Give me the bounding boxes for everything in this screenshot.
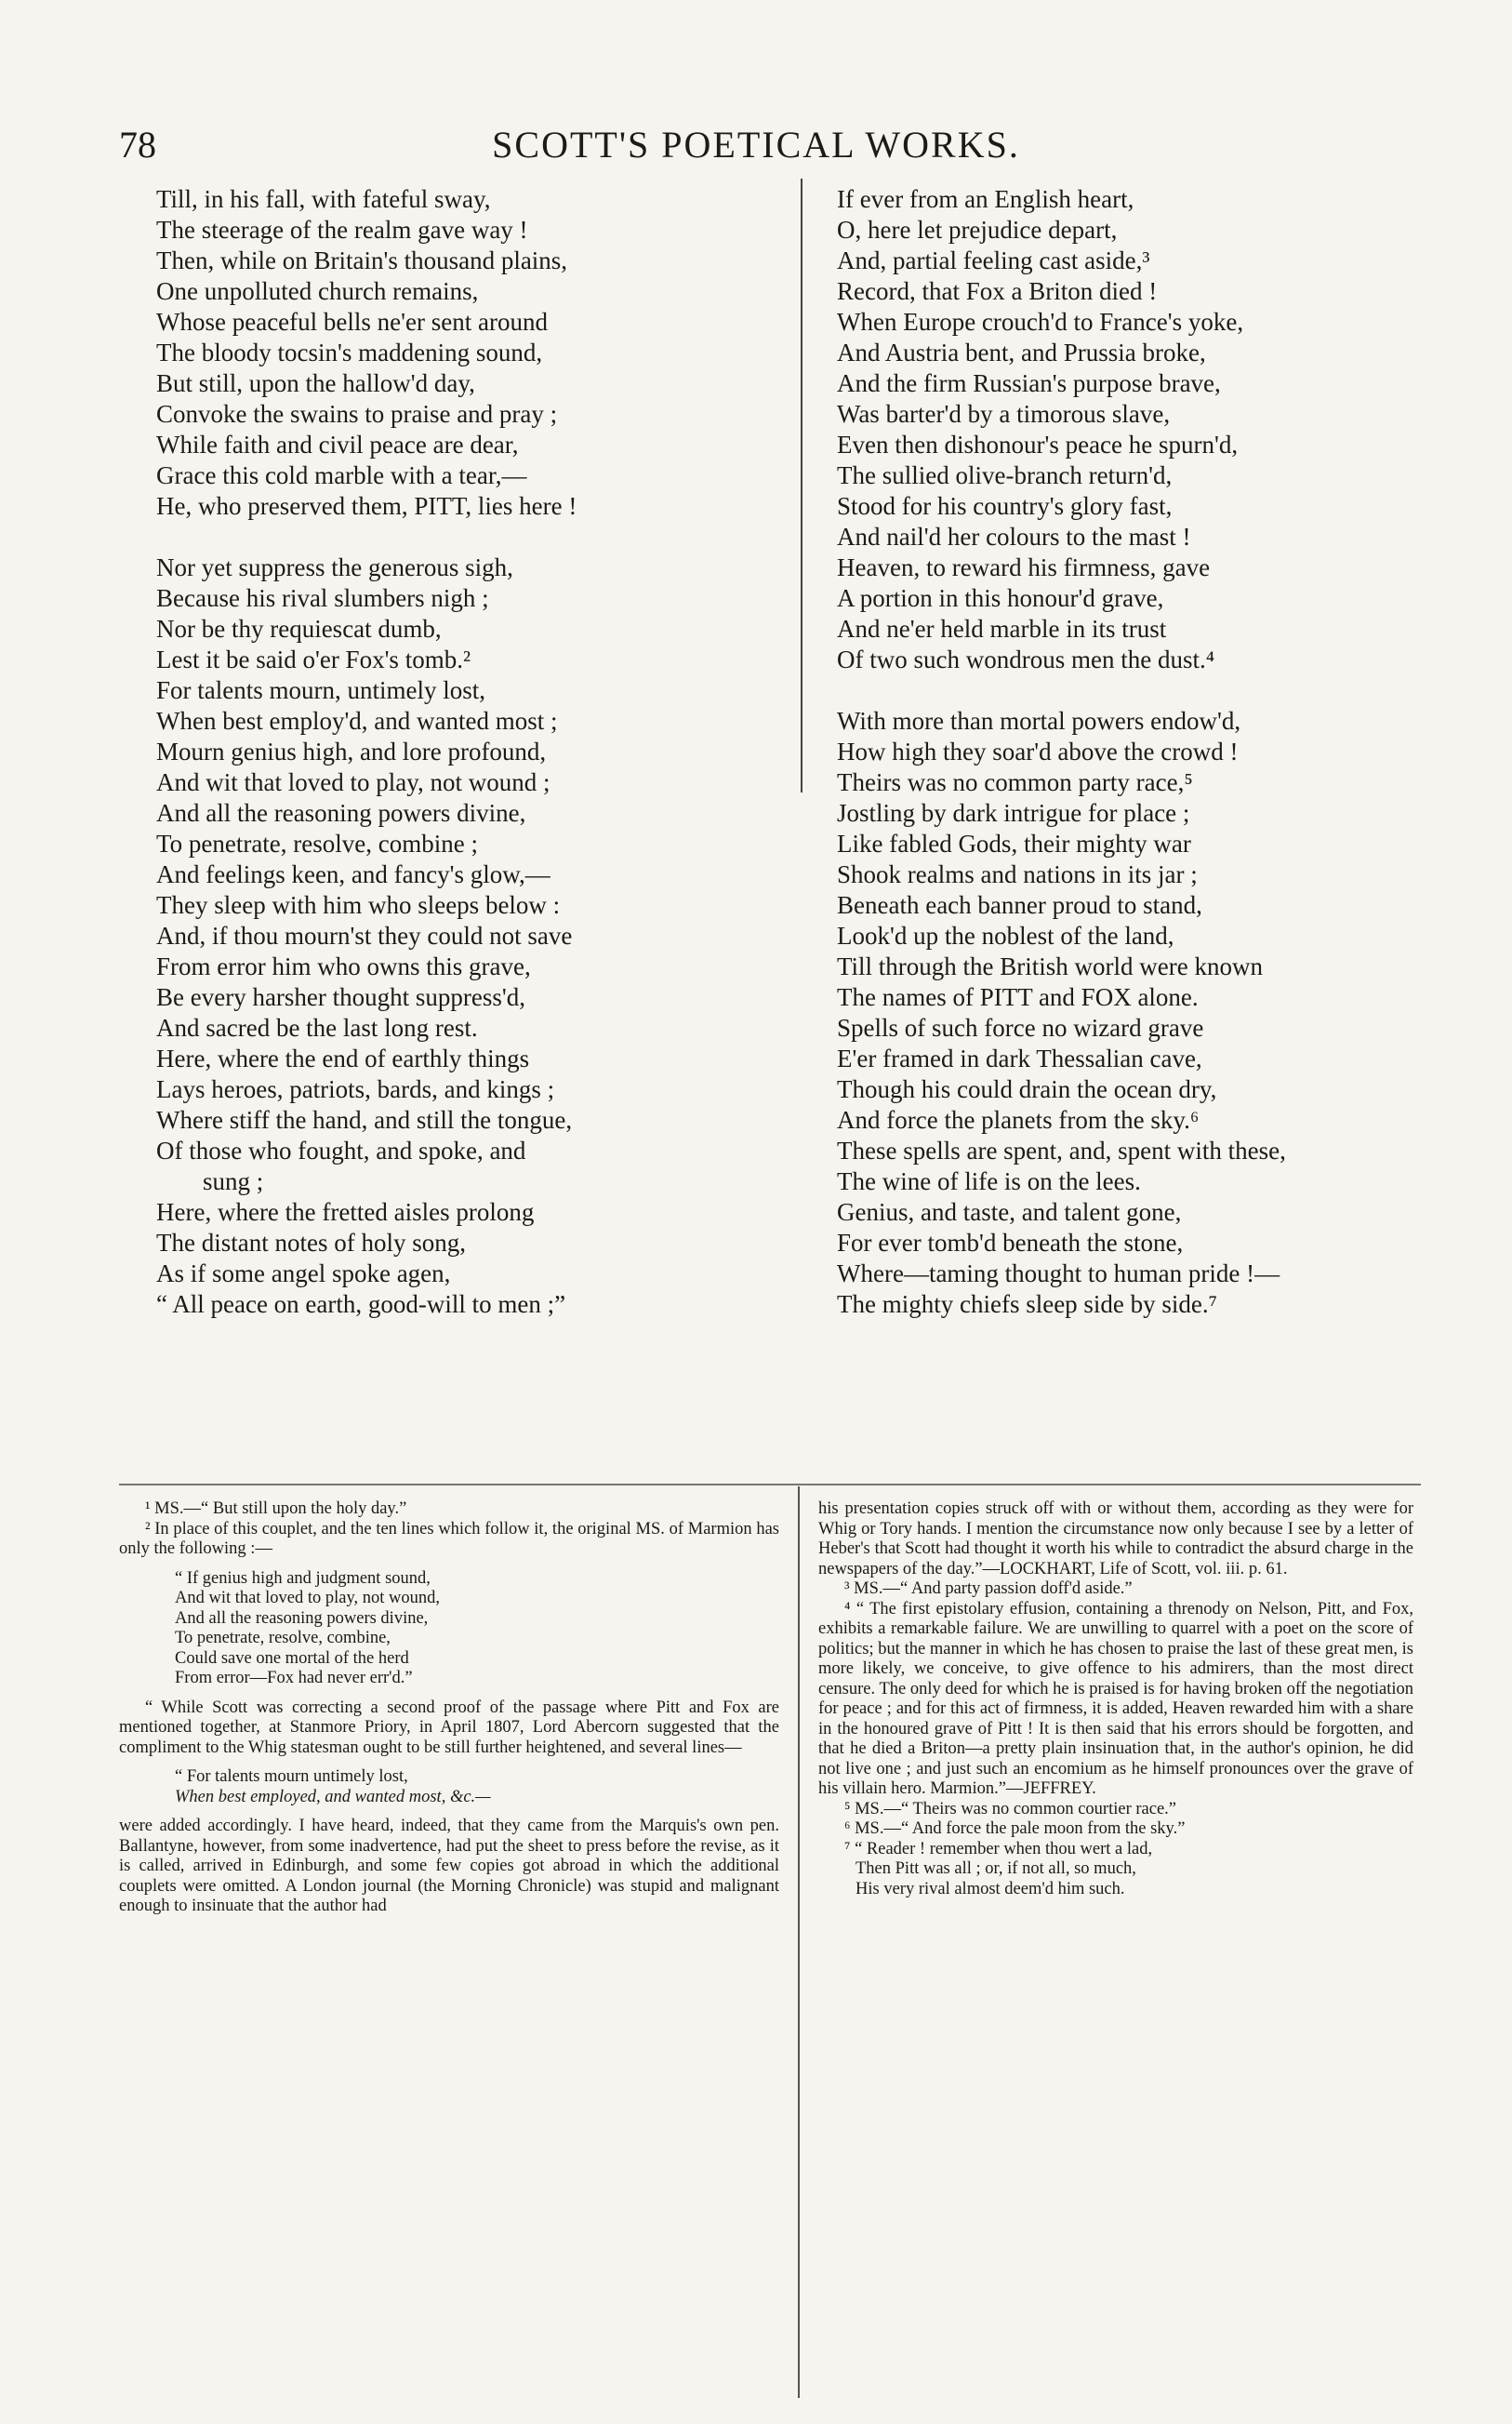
verse-line: And feelings keen, and fancy's glow,—	[156, 860, 550, 888]
footnote-7-line: Then Pitt was all ; or, if not all, so much,	[855, 1859, 1136, 1878]
verse-line: Then, while on Britain's thousand plains,	[156, 246, 568, 274]
footnote-6: ⁶ MS.—“ And force the pale moon from the sky.”	[844, 1819, 1186, 1838]
verse-line: And, partial feeling cast aside,³	[837, 246, 1150, 274]
quote-line: From error—Fox had never err'd.”	[175, 1669, 413, 1687]
verse-line: Of two such wondrous men the dust.⁴	[837, 646, 1215, 673]
stanza	[156, 184, 798, 522]
verse-line: With more than mortal powers endow'd,	[837, 707, 1241, 735]
verse-line: And sacred be the last long rest.	[156, 1014, 478, 1042]
verse-line: Record, that Fox a Briton died !	[837, 277, 1158, 305]
stanza	[156, 553, 798, 1320]
verse-line: Lest it be said o'er Fox's tomb.²	[156, 646, 471, 673]
verse-line: E'er framed in dark Thessalian cave,	[837, 1045, 1202, 1072]
verse-line: Beneath each banner proud to stand,	[837, 891, 1202, 919]
verse-line: Grace this cold marble with a tear,—	[156, 461, 527, 489]
quote-line: When best employed, and wanted most, &c.—	[175, 1787, 491, 1806]
quote-line: “ If genius high and judgment sound,	[175, 1568, 431, 1588]
footnote-2: ² In place of this couplet, and the ten lines which follow it, the original MS. of Marmion has only the following :—	[119, 1519, 779, 1558]
verse-line: The distant notes of holy song,	[156, 1229, 466, 1257]
verse-line: For ever tomb'd beneath the stone,	[837, 1229, 1184, 1257]
verse-line: sung ;	[203, 1167, 264, 1195]
footnote-separator	[119, 1484, 1421, 1485]
verse-line: Because his rival slumbers nigh ;	[156, 584, 489, 612]
verse-line: Heaven, to reward his firmness, gave	[837, 553, 1211, 581]
verse-line: And force the planets from the sky.⁶	[837, 1106, 1200, 1134]
verse-line: Was barter'd by a timorous slave,	[837, 400, 1171, 428]
running-title: SCOTT'S POETICAL WORKS.	[492, 124, 1020, 166]
verse-line: Jostling by dark intrigue for place ;	[837, 799, 1190, 827]
verse-line: “ All peace on earth, good-will to men ;”	[156, 1290, 566, 1318]
page-number: 78	[119, 124, 156, 166]
verse-line: They sleep with him who sleeps below :	[156, 891, 561, 919]
stanza	[818, 706, 1413, 1320]
verse-line: As if some angel spoke agen,	[156, 1259, 451, 1287]
column-divider-top	[801, 179, 802, 792]
verse-line: And wit that loved to play, not wound ;	[156, 768, 550, 796]
verse-line: Till, in his fall, with fateful sway,	[156, 185, 491, 213]
verse-line: But still, upon the hallow'd day,	[156, 369, 475, 397]
footnotes-right	[818, 1499, 1413, 1899]
verse-line: The names of PITT and FOX alone.	[837, 983, 1199, 1011]
footnote-7-line: His very rival almost deem'd him such.	[855, 1879, 1125, 1898]
verse-line: Look'd up the noblest of the land,	[837, 922, 1174, 950]
verse-line: The wine of life is on the lees.	[837, 1167, 1141, 1195]
footnote-paragraph: his presentation copies struck off with or without them, according as they were for Whig or Tory hands. I mention the circumstance now only because I see by a letter of Heber's that Scott had thought it worth his while to contradict the absurd charge in the newspapers of the day.”—LOCKHART, Life of Scott, vol. iii. p. 61.	[818, 1499, 1413, 1578]
verse-line: And Austria bent, and Prussia broke,	[837, 339, 1206, 366]
verse-line: Till through the British world were known	[837, 952, 1263, 980]
footnote-7: ⁷ “ Reader ! remember when thou wert a lad,	[844, 1839, 1153, 1858]
verse-line: Where stiff the hand, and still the tongue,	[156, 1106, 573, 1134]
verse-line: Nor be thy requiescat dumb,	[156, 615, 442, 643]
verse-line: And ne'er held marble in its trust	[837, 615, 1167, 643]
verse-line: The bloody tocsin's maddening sound,	[156, 339, 543, 366]
quote-line: “ For talents mourn untimely lost,	[175, 1767, 408, 1786]
verse-line: Though his could drain the ocean dry,	[837, 1075, 1217, 1103]
footnotes-left	[119, 1499, 779, 1917]
footnote-paragraph: were added accordingly. I have heard, indeed, that they came from the Marquis's own pen. Ballantyne, however, from some inadvertence, had put the sheet to press before the revise, as it is called, arrived in Edinburgh, and some few copies got abroad in which the additional couplets were omitted. A London journal (the Morning Chronicle) was stupid and malignant enough to insinuate that the author had	[119, 1817, 779, 1915]
verse-line: From error him who owns this grave,	[156, 952, 531, 980]
verse-line: He, who preserved them, PITT, lies here !	[156, 492, 577, 520]
verse-line: Mourn genius high, and lore profound,	[156, 738, 547, 766]
verse-line: While faith and civil peace are dear,	[156, 431, 519, 459]
verse-line: One unpolluted church remains,	[156, 277, 479, 305]
quote-line: And wit that loved to play, not wound,	[175, 1589, 441, 1607]
quote-line: To penetrate, resolve, combine,	[175, 1629, 391, 1647]
verse-line: The mighty chiefs sleep side by side.⁷	[837, 1290, 1218, 1318]
verse-line: And the firm Russian's purpose brave,	[837, 369, 1221, 397]
verse-line: Where—taming thought to human pride !—	[837, 1259, 1280, 1287]
verse-line: When Europe crouch'd to France's yoke,	[837, 308, 1244, 336]
column-divider-notes	[798, 1486, 800, 2398]
verse-line: To penetrate, resolve, combine ;	[156, 830, 478, 858]
verse-line: O, here let prejudice depart,	[837, 216, 1118, 244]
footnote-paragraph: “ While Scott was correcting a second proof of the passage where Pitt and Fox are mentioned together, at Stanmore Priory, in April 1807, Lord Abercorn suggested that the compliment to the Whig statesman ought to be still further heightened, and several lines—	[119, 1698, 779, 1757]
verse-line: And all the reasoning powers divine,	[156, 799, 526, 827]
footnote-4: ⁴ “ The first epistolary effusion, containing a threnody on Nelson, Pitt, and Fox, exhibits a remarkable failure. We are unwilling to quarrel with a poet on the score of politics; but the manner in which he has chosen to praise the last of these great men, is more likely, we conceive, to give offence to his admirers, than the most direct censure. The only deed for which he is praised is for having broken off the negotiation for peace ; and for this act of firmness, it is added, Heaven rewarded him with a share in the honoured grave of Pitt ! It is then said that his errors should be forgotten, and that he died a Briton—a pretty plain insinuation that, in the author's opinion, he did not live one ; and just such an encomium as he himself pronounces over the grave of his villain hero. Marmion.”—JEFFREY.	[818, 1599, 1413, 1798]
footnote-3: ³ MS.—“ And party passion doff'd aside.”	[844, 1579, 1133, 1598]
quote-line: Could save one mortal of the herd	[175, 1648, 409, 1668]
verse-line: Of those who fought, and spoke, and	[156, 1137, 526, 1165]
verse-line: The steerage of the realm gave way !	[156, 216, 528, 244]
verse-line: Genius, and taste, and talent gone,	[837, 1198, 1182, 1226]
verse-line: Here, where the end of earthly things	[156, 1045, 530, 1072]
verse-line: Whose peaceful bells ne'er sent around	[156, 308, 548, 336]
verse-line: Like fabled Gods, their mighty war	[837, 830, 1191, 858]
verse-line: For talents mourn, untimely lost,	[156, 676, 485, 704]
footnote-1: ¹ MS.—“ But still upon the holy day.”	[145, 1499, 407, 1518]
verse-line: If ever from an English heart,	[837, 185, 1134, 213]
verse-line: Even then dishonour's peace he spurn'd,	[837, 431, 1239, 459]
footnote-5: ⁵ MS.—“ Theirs was no common courtier race.”	[844, 1799, 1176, 1818]
stanza	[818, 184, 1413, 675]
quote-line: And all the reasoning powers divine,	[175, 1608, 429, 1628]
verse-line: The sullied olive-branch return'd,	[837, 461, 1173, 489]
verse-line: Spells of such force no wizard grave	[837, 1014, 1204, 1042]
verse-line: When best employ'd, and wanted most ;	[156, 707, 558, 735]
verse-line: Here, where the fretted aisles prolong	[156, 1198, 535, 1226]
running-header	[0, 123, 1512, 169]
verse-line: Stood for his country's glory fast,	[837, 492, 1173, 520]
footnote-quote	[119, 1569, 779, 1689]
verse-line: A portion in this honour'd grave,	[837, 584, 1164, 612]
poem-right-column	[818, 184, 1413, 1351]
verse-line: Be every harsher thought suppress'd,	[156, 983, 526, 1011]
verse-line: And nail'd her colours to the mast !	[837, 523, 1191, 551]
verse-line: Lays heroes, patriots, bards, and kings ;	[156, 1075, 555, 1103]
verse-line: How high they soar'd above the crowd !	[837, 738, 1239, 766]
verse-line: These spells are spent, and, spent with these,	[837, 1137, 1286, 1165]
verse-line: Convoke the swains to praise and pray ;	[156, 400, 558, 428]
verse-line: Shook realms and nations in its jar ;	[837, 860, 1198, 888]
poem-left-column	[156, 184, 798, 1351]
footnote-quote	[119, 1767, 779, 1807]
verse-line: Nor yet suppress the generous sigh,	[156, 553, 513, 581]
verse-line: Theirs was no common party race,⁵	[837, 768, 1193, 796]
verse-line: And, if thou mourn'st they could not save	[156, 922, 573, 950]
